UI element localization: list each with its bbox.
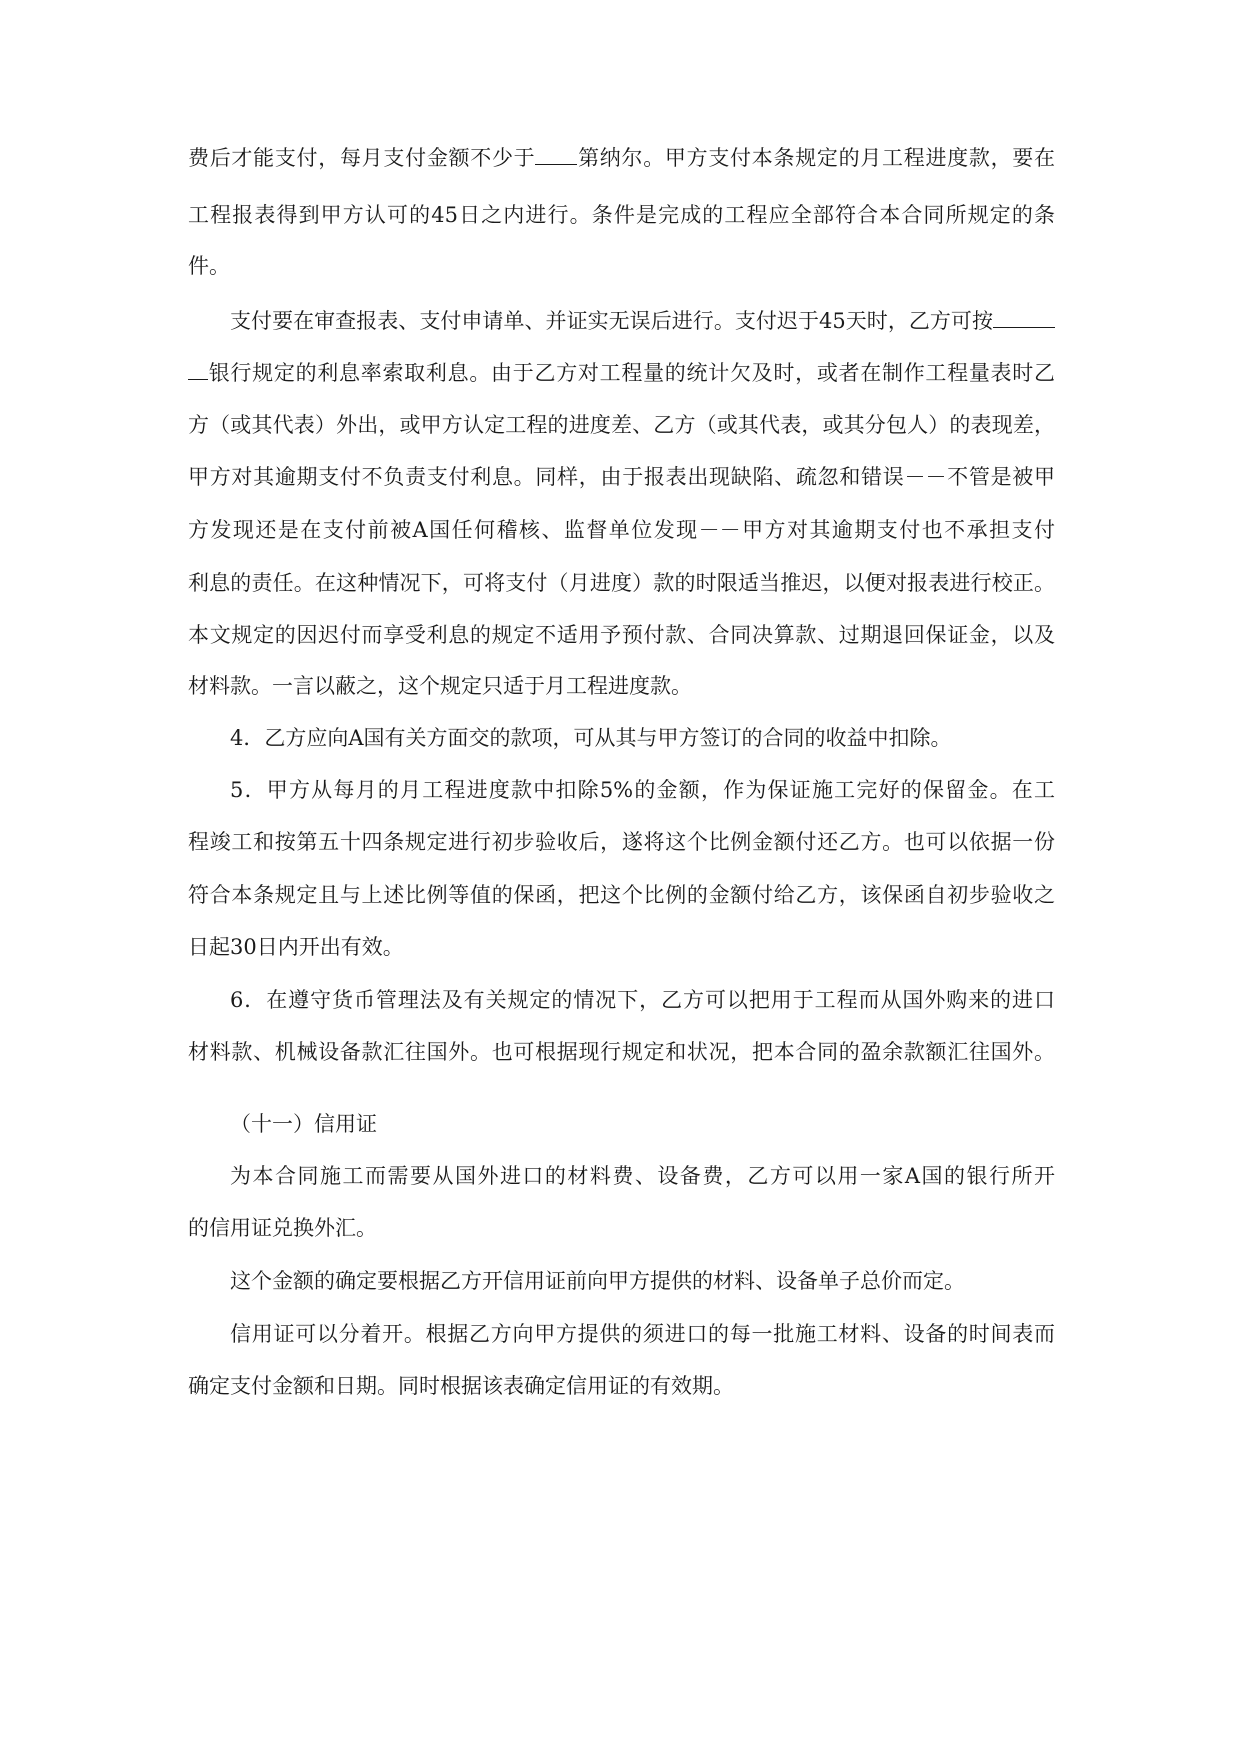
- paragraph-line: 的信用证兑换外汇。: [188, 1216, 377, 1240]
- paragraph-line: 符合本条规定且与上述比例等值的保函，把这个比例的金额付给乙方，该保函自初步验收之: [188, 883, 1055, 907]
- paragraph-line: 方（或其代表）外出，或甲方认定工程的进度差、乙方（或其代表，或其分包人）的表现差，: [188, 413, 1055, 437]
- paragraph-line: 方发现还是在支付前被A国任何稽核、监督单位发现－－甲方对其逾期支付也不承担支付: [188, 518, 1055, 542]
- paragraph-line: 为本合同施工而需要从国外进口的材料费、设备费，乙方可以用一家A国的银行所开: [230, 1164, 1055, 1188]
- paragraph-line: 程竣工和按第五十四条规定进行初步验收后，遂将这个比例金额付还乙方。也可以依据一份: [188, 830, 1055, 854]
- paragraph-line: 材料款。一言以蔽之，这个规定只适于月工程进度款。: [188, 674, 692, 698]
- paragraph-line: 工程报表得到甲方认可的45日之内进行。条件是完成的工程应全部符合本合同所规定的条: [188, 203, 1055, 227]
- fill-in-blank: [188, 355, 208, 380]
- paragraph-line: 5．甲方从每月的月工程进度款中扣除5%的金额，作为保证施工完好的保留金。在工: [230, 778, 1055, 802]
- fill-in-blank: [535, 140, 577, 165]
- paragraph-line: 日起30日内开出有效。: [188, 935, 404, 959]
- paragraph-line: 支付要在审查报表、支付申请单、并证实无误后进行。支付迟于45天时，乙方可按: [230, 301, 1055, 341]
- paragraph-line: 银行规定的利息率索取利息。由于乙方对工程量的统计欠及时，或者在制作工程量表时乙: [188, 353, 1055, 393]
- paragraph-line: 材料款、机械设备款汇往国外。也可根据现行规定和状况，把本合同的盈余款额汇往国外。: [188, 1040, 1055, 1064]
- paragraph-line: 费后才能支付，每月支付金额不少于 第纳尔。甲方支付本条规定的月工程进度款，要在: [188, 138, 1055, 178]
- fill-in-blank: [993, 303, 1055, 328]
- paragraph-line: 这个金额的确定要根据乙方开信用证前向甲方提供的材料、设备单子总价而定。: [230, 1269, 965, 1293]
- section-heading: （十一）信用证: [230, 1112, 377, 1136]
- paragraph-line: 本文规定的因迟付而享受利息的规定不适用予预付款、合同决算款、过期退回保证金，以及: [188, 623, 1055, 647]
- paragraph-line: 4．乙方应向A国有关方面交的款项，可从其与甲方签订的合同的收益中扣除。: [230, 726, 952, 750]
- paragraph-line: 利息的责任。在这种情况下，可将支付（月进度）款的时限适当推迟，以便对报表进行校正。: [188, 571, 1055, 595]
- paragraph-line: 甲方对其逾期支付不负责支付利息。同样，由于报表出现缺陷、疏忽和错误－－不管是被甲: [188, 465, 1055, 489]
- paragraph-line: 信用证可以分着开。根据乙方向甲方提供的须进口的每一批施工材料、设备的时间表而: [230, 1322, 1055, 1346]
- paragraph-line: 确定支付金额和日期。同时根据该表确定信用证的有效期。: [188, 1374, 734, 1398]
- paragraph-line: 6．在遵守货币管理法及有关规定的情况下，乙方可以把用于工程而从国外购来的进口: [230, 988, 1055, 1012]
- paragraph-line: 件。: [188, 254, 230, 278]
